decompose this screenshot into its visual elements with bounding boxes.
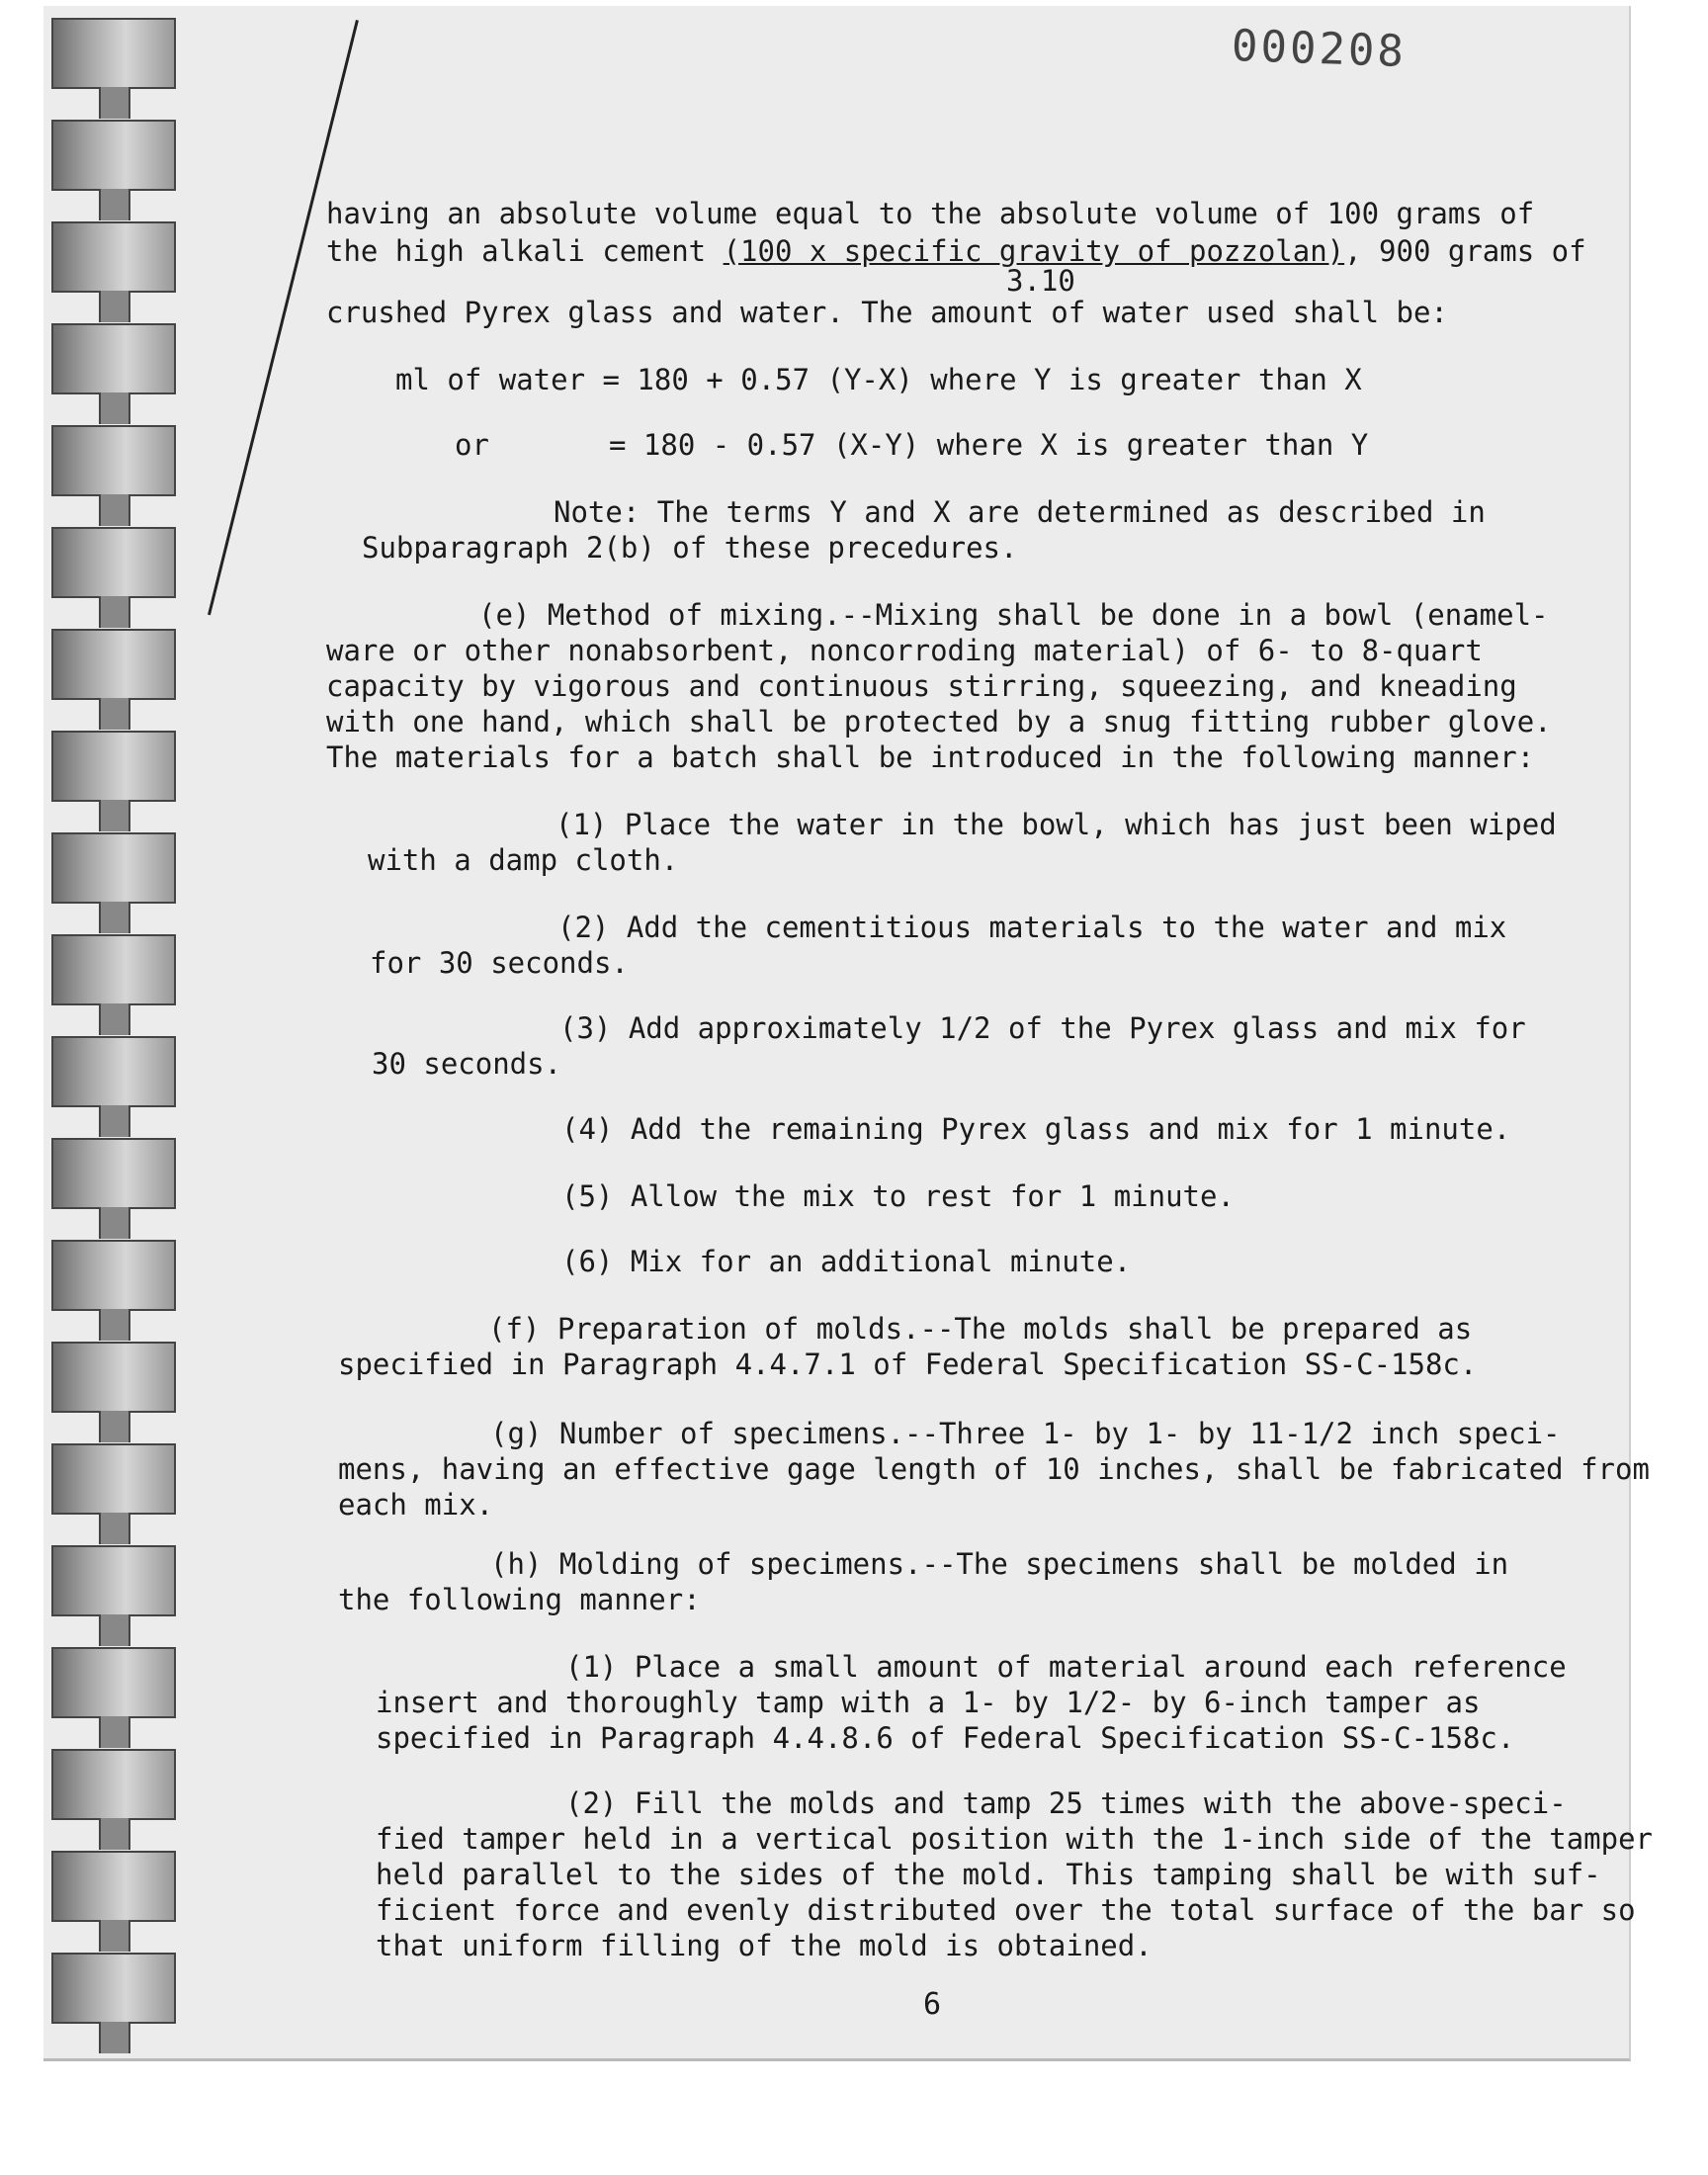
step-line: that uniform filling of the mold is obtained. [376,1929,1153,1962]
binding-ring [51,934,176,1005]
paragraph-g-line: mens, having an effective gage length of 10 inches, shall be fabricated from [338,1452,1650,1486]
step-line: (3) Add approximately 1/2 of the Pyrex glass and mix for [559,1011,1526,1045]
step-line: for 30 seconds. [370,946,629,980]
equation-line: = 180 - 0.57 (X-Y) where X is greater than Y [609,428,1369,462]
paragraph-h-line: (h) Molding of specimens.--The specimens shall be molded in [490,1547,1509,1581]
paragraph-f-line: specified in Paragraph 4.4.7.1 of Federal Specification SS-C-158c. [338,1348,1478,1381]
binding-ring [51,1647,176,1718]
text-line: crushed Pyrex glass and water. The amount of water used shall be: [326,296,1448,329]
binding-ring [51,120,176,191]
binding-ring [51,1443,176,1515]
paragraph-g-line: (g) Number of specimens.--Three 1- by 1- by 11-1/2 inch speci- [490,1417,1561,1450]
step-line: held parallel to the sides of the mold. This tamping shall be with suf- [376,1858,1601,1891]
paragraph-e-line: ware or other nonabsorbent, noncorroding material) of 6- to 8-quart [326,634,1483,667]
binding-ring [51,1036,176,1107]
binding-ring [51,425,176,496]
step-line: insert and thoroughly tamp with a 1- by 1/2- by 6-inch tamper as [376,1686,1481,1719]
paragraph-e-line: The materials for a batch shall be introduced in the following manner: [326,740,1535,774]
binding-ring [51,629,176,700]
binding-ring [51,18,176,89]
equation-line: ml of water = 180 + 0.57 (Y-X) where Y is greater than X [395,363,1362,396]
text-span: , 900 grams of [1344,234,1586,268]
note-line: Note: The terms Y and X are determined as described in [554,495,1486,529]
paragraph-e-line: with one hand, which shall be protected by a snug fitting rubber glove. [326,705,1552,739]
step-line: (6) Mix for an additional minute. [561,1245,1132,1278]
step-line: (4) Add the remaining Pyrex glass and mix for 1 minute. [561,1112,1511,1146]
spiral-binding [43,6,182,2058]
paragraph-h-line: the following manner: [338,1583,701,1616]
step-line: specified in Paragraph 4.4.8.6 of Federal Specification SS-C-158c. [376,1721,1515,1755]
paragraph-e-line: capacity by vigorous and continuous stirring, squeezing, and kneading [326,669,1517,703]
binding-ring [51,323,176,394]
paragraph-f-line: (f) Preparation of molds.--The molds shall be prepared as [488,1312,1473,1346]
step-line: fied tamper held in a vertical position with the 1-inch side of the tamper [376,1822,1654,1856]
step-line: (5) Allow the mix to rest for 1 minute. [561,1179,1235,1213]
formula-denominator: 3.10 [1006,264,1075,298]
page-number: 6 [923,1987,942,2022]
binding-ring [51,1851,176,1922]
binding-ring [51,1545,176,1616]
binding-ring [51,731,176,802]
step-line: 30 seconds. [372,1047,562,1081]
paragraph-g-line: each mix. [338,1488,494,1522]
text-line: having an absolute volume equal to the absolute volume of 100 grams of [326,197,1535,230]
binding-ring [51,1749,176,1820]
formula-numerator: (100 x specific gravity of pozzolan) [723,234,1345,268]
step-line: (2) Fill the molds and tamp 25 times with the above-speci- [565,1786,1567,1820]
step-line: with a damp cloth. [368,843,679,877]
step-line: (1) Place a small amount of material around each reference [565,1650,1567,1684]
binding-ring [51,1138,176,1209]
binding-ring [51,1240,176,1311]
binding-ring [51,1342,176,1413]
step-line: ficient force and evenly distributed over the total surface of the bar so [376,1893,1636,1927]
text-span: the high alkali cement [326,234,724,268]
document-stamp-number: 000208 [1231,20,1408,78]
binding-ring [51,1953,176,2024]
equation-or: or [455,428,489,462]
binding-ring [51,832,176,904]
step-line: (1) Place the water in the bowl, which has just been wiped [555,808,1557,841]
note-line: Subparagraph 2(b) of these precedures. [362,531,1018,565]
binding-ring [51,527,176,598]
binding-ring [51,221,176,293]
step-line: (2) Add the cementitious materials to the water and mix [557,911,1507,944]
paragraph-e-line: (e) Method of mixing.--Mixing shall be done in a bowl (enamel- [478,598,1549,632]
